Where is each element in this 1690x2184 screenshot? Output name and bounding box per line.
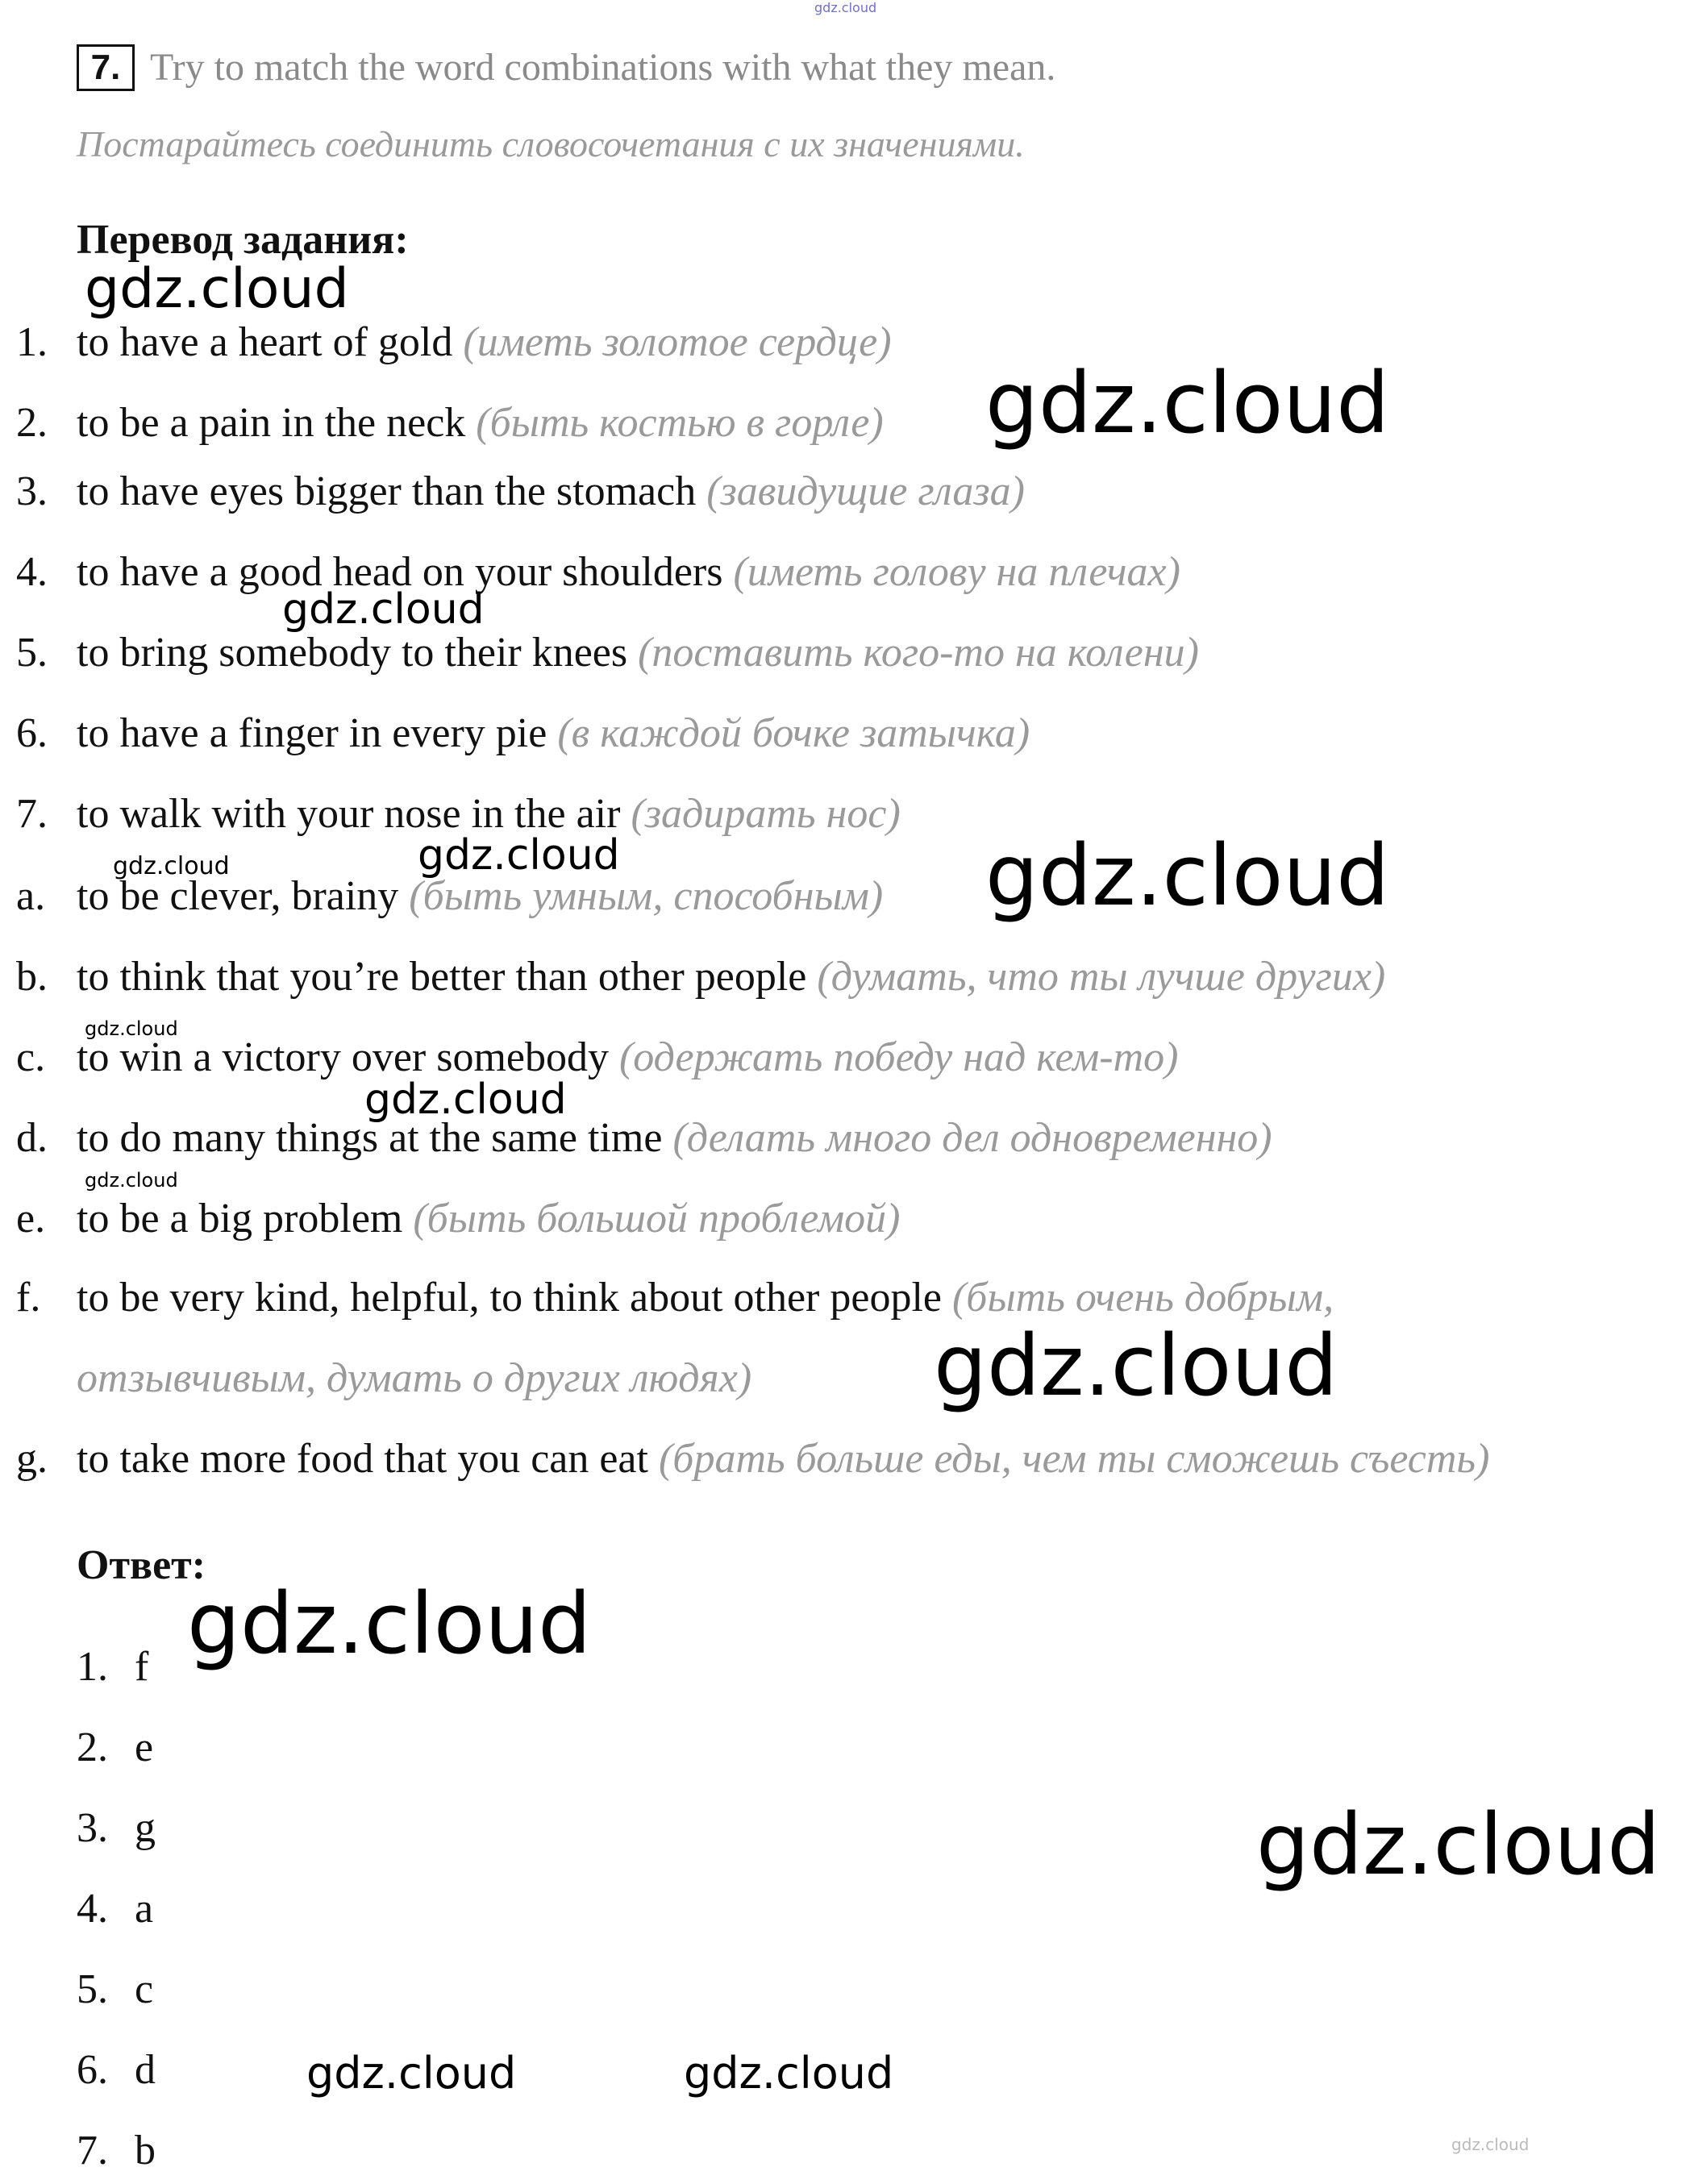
list-item <box>0 1274 1690 1322</box>
list-item-label: c. <box>16 1034 46 1080</box>
list-item-translation: (задирать нос) <box>631 791 901 837</box>
answer-value: g <box>135 1805 156 1851</box>
list-item-content <box>77 548 1180 597</box>
list-item-text: to have eyes bigger than the stomach <box>77 468 697 514</box>
list-item-translation: (завидущие глаза) <box>706 468 1025 514</box>
list-item-content <box>77 318 892 367</box>
watermark: gdz.cloud <box>85 257 349 321</box>
list-item-translation: (иметь золотое сердце) <box>463 319 892 365</box>
answer-item <box>77 1724 153 1771</box>
answer-number: 5. <box>77 1966 108 2012</box>
task-title: Try to match the word combinations with what they mean. <box>150 46 1056 89</box>
watermark: gdz.cloud <box>418 831 620 880</box>
list-item-text: to take more food that you can eat <box>77 1436 648 1482</box>
list-item-translation-cont: отзывчивым, думать о других людях) <box>77 1355 752 1401</box>
list-item-label: 1. <box>16 319 48 365</box>
watermark: gdz.cloud <box>187 1575 592 1673</box>
answer-value: d <box>135 2047 156 2093</box>
answer-number: 1. <box>77 1644 108 1690</box>
list-item <box>0 629 1690 677</box>
list-item-content <box>77 1274 1334 1322</box>
answer-value: b <box>135 2128 156 2174</box>
list-item-label: f. <box>16 1275 41 1321</box>
list-item-translation: (одержать победу над кем-то) <box>618 1034 1179 1080</box>
list-item-text: to bring somebody to their knees <box>77 630 628 676</box>
list-item-content <box>77 1034 1178 1082</box>
list-item <box>0 548 1690 597</box>
watermark: gdz.cloud <box>985 354 1390 452</box>
list-item-content <box>77 1195 900 1243</box>
answer-item <box>77 1804 156 1852</box>
watermark: gdz.cloud <box>985 826 1390 925</box>
answer-number: 3. <box>77 1805 108 1851</box>
list-item-text: to be a big problem <box>77 1196 403 1242</box>
list-item-label: 4. <box>16 549 48 595</box>
answer-item <box>77 2046 156 2094</box>
answer-heading: Ответ: <box>77 1542 206 1588</box>
list-item-text: to be very kind, helpful, to think about other people <box>77 1275 942 1321</box>
watermark: gdz.cloud <box>282 585 485 634</box>
watermark: gdz.cloud <box>684 2048 894 2099</box>
answer-item <box>77 1885 153 1932</box>
list-item-content <box>77 629 1199 677</box>
list-item-translation: (в каждой бочке затычка) <box>557 710 1030 756</box>
list-item <box>0 1034 1690 1082</box>
list-item <box>0 318 1690 367</box>
list-item-text: to walk with your nose in the air <box>77 791 621 837</box>
list-item-text: to do many things at the same time <box>77 1115 663 1161</box>
list-item-text: to think that you’re better than other people <box>77 954 807 1000</box>
watermark: gdz.cloud <box>364 1075 567 1124</box>
list-item-label: b. <box>16 954 48 1000</box>
list-item-content <box>77 1114 1272 1163</box>
list-item <box>0 1114 1690 1163</box>
task-subtitle: Постарайтесь соединить словосочетания с их значениями. <box>77 123 1025 164</box>
answer-item <box>77 1643 148 1691</box>
translation-heading: Перевод задания: <box>77 217 409 263</box>
list-item-translation: (думать, что ты лучше других) <box>817 954 1386 1000</box>
answer-value: f <box>135 1644 149 1690</box>
list-item-content <box>77 468 1025 516</box>
list-item-label: a. <box>16 873 46 919</box>
answer-number: 2. <box>77 1724 108 1770</box>
list-item <box>0 953 1690 1001</box>
list-item-text: to have a heart of gold <box>77 319 453 365</box>
answer-number: 7. <box>77 2128 108 2174</box>
watermark: gdz.cloud <box>1256 1795 1661 1894</box>
list-item-label: 6. <box>16 710 48 756</box>
list-item-text: to be clever, brainy <box>77 873 399 919</box>
watermark: gdz.cloud <box>934 1317 1338 1415</box>
list-item <box>0 790 1690 838</box>
list-item-content <box>77 953 1385 1001</box>
list-item-label: 3. <box>16 468 48 514</box>
list-item-translation: (иметь голову на плечах) <box>733 549 1180 595</box>
watermark: gdz.cloud <box>306 2048 517 2099</box>
watermark: gdz.cloud <box>113 852 230 880</box>
list-item-content <box>77 399 884 447</box>
answer-value: a <box>135 1886 154 1932</box>
answer-value: e <box>135 1724 154 1770</box>
answer-value: c <box>135 1966 154 2012</box>
top-watermark: gdz.cloud <box>814 0 877 15</box>
answer-item <box>77 1966 153 2013</box>
list-item-text: to win a victory over somebody <box>77 1034 609 1080</box>
list-item <box>0 1435 1690 1483</box>
task-number-box: 7. <box>77 44 135 91</box>
list-item <box>0 872 1690 921</box>
list-item-translation: (брать больше еды, чем ты сможешь съесть) <box>658 1436 1490 1482</box>
list-item-translation: (делать много дел одновременно) <box>672 1115 1272 1161</box>
answer-number: 4. <box>77 1886 108 1932</box>
watermark: gdz.cloud <box>85 1169 178 1192</box>
list-item-text: to have a finger in every pie <box>77 710 547 756</box>
list-item-label: 5. <box>16 630 48 676</box>
list-item-translation: (поставить кого-то на колени) <box>638 630 1199 676</box>
list-item-content <box>77 1435 1489 1483</box>
list-item-content <box>77 709 1030 758</box>
list-item-label: e. <box>16 1196 46 1242</box>
list-item-translation: (быть очень добрым, <box>951 1275 1334 1321</box>
list-item-translation: (быть умным, способным) <box>409 873 884 919</box>
list-item-text: to be a pain in the neck <box>77 400 466 446</box>
list-item <box>0 709 1690 758</box>
watermark: gdz.cloud <box>1451 2135 1530 2154</box>
list-item <box>0 399 1690 447</box>
list-item <box>0 468 1690 516</box>
answer-number: 6. <box>77 2047 108 2093</box>
list-item-text: to have a good head on your shoulders <box>77 549 723 595</box>
list-item-label: g. <box>16 1436 48 1482</box>
watermark: gdz.cloud <box>85 1017 178 1040</box>
list-item-translation: (быть большой проблемой) <box>413 1196 901 1242</box>
list-item-label: 7. <box>16 791 48 837</box>
list-item-label: d. <box>16 1115 48 1161</box>
answer-item <box>77 2127 156 2174</box>
list-item-label: 2. <box>16 400 48 446</box>
list-item <box>0 1195 1690 1243</box>
list-item-translation: (быть костью в горле) <box>476 400 884 446</box>
